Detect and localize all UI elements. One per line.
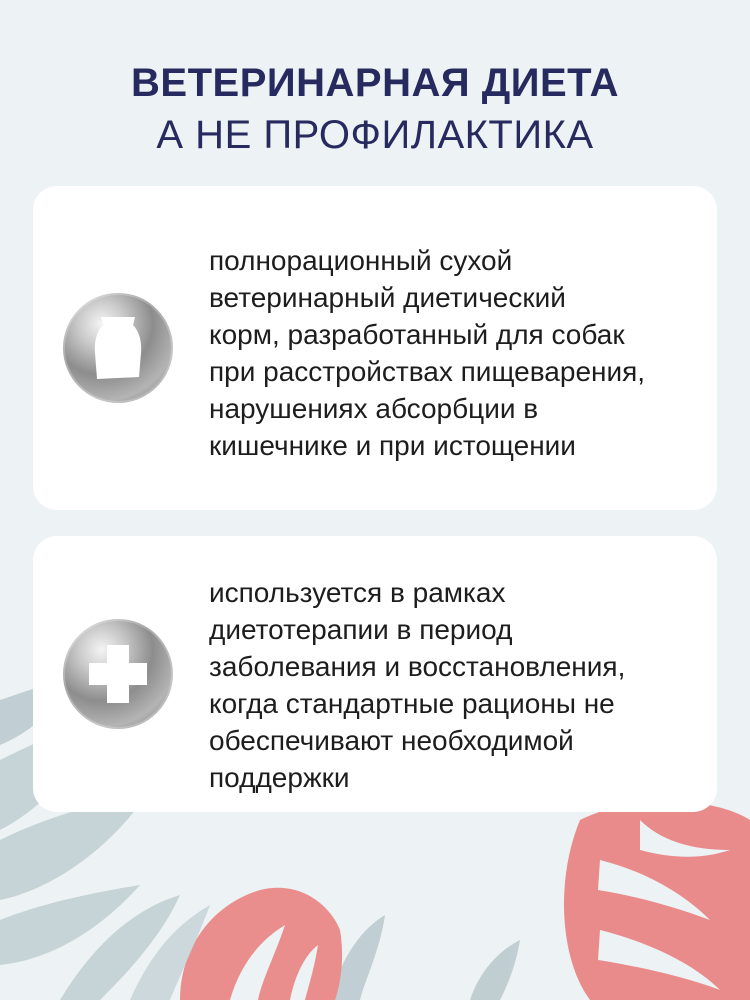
card-text-therapy: используется в рамках диетотерапии в период заболевания и восстановления, когда стандартные рационы не обеспечивают необходимой поддержки [209,577,626,793]
feature-card-therapy [33,536,717,812]
medical-cross-icon [63,619,173,729]
feature-card-food [33,186,717,510]
card-text-food: полнорационный сухой ветеринарный диетический корм, разработанный для собак при расстройствах пищеварения, нарушениях абсорбции в кишечнике и при истощении [209,245,646,461]
page-title [0,58,750,160]
food-bag-icon [63,293,173,403]
title-line-2: А НЕ ПРОФИЛАКТИКА [156,113,594,157]
title-line-1: ВЕТЕРИНАРНАЯ ДИЕТА [131,61,619,105]
